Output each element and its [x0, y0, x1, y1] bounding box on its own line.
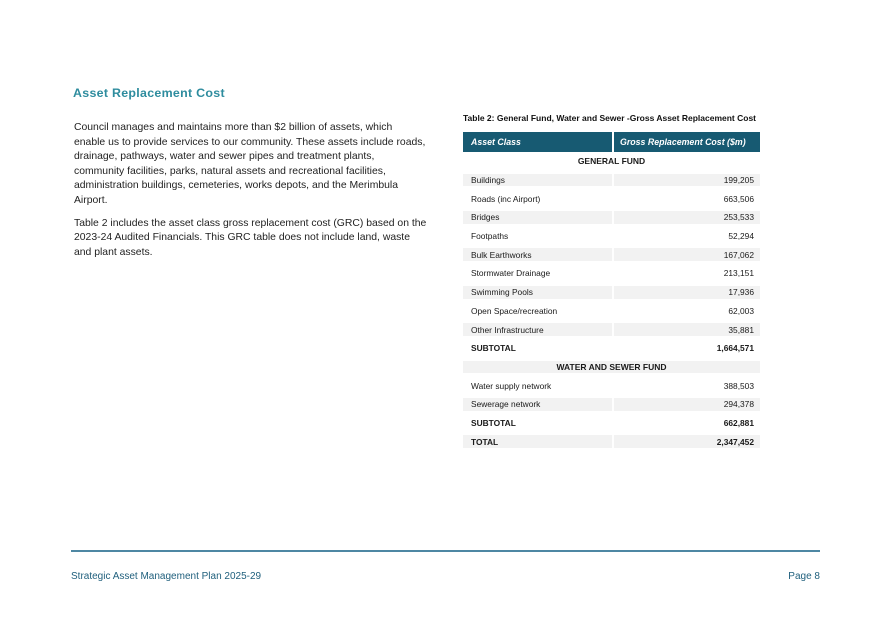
value-cell: 2,347,452	[612, 435, 760, 448]
paragraph	[74, 121, 436, 208]
text-line: enable us to provide services to our community. These assets include roads,	[74, 136, 426, 148]
column-header-grc: Gross Replacement Cost ($m)	[612, 132, 760, 153]
asset-class-cell: Roads (inc Airport)	[471, 193, 541, 204]
value-cell: 167,062	[612, 248, 760, 261]
asset-class-cell: Water supply network	[471, 380, 552, 391]
page-number: Page 8	[788, 571, 820, 582]
text-line: drainage, pathways, water and sewer pipes and treatment plants,	[74, 151, 375, 163]
page-title: Asset Replacement Cost	[73, 86, 225, 100]
asset-class-cell: Other Infrastructure	[471, 324, 544, 335]
footer-divider	[71, 550, 820, 552]
table-header-row	[463, 132, 760, 153]
paragraph	[74, 217, 436, 261]
text-line: and plant assets.	[74, 246, 153, 258]
asset-class-cell: Bridges	[471, 212, 500, 223]
asset-class-cell: Stormwater Drainage	[471, 268, 551, 279]
table-row	[463, 245, 760, 264]
value-cell: 62,003	[612, 305, 760, 318]
asset-class-cell: Footpaths	[471, 231, 509, 242]
text-line: Airport.	[74, 194, 108, 206]
value-cell: 253,533	[612, 211, 760, 224]
subtotal-row	[463, 414, 760, 433]
value-cell: 663,506	[612, 192, 760, 205]
asset-class-cell: Buildings	[471, 175, 505, 186]
footer-doc-title: Strategic Asset Management Plan 2025-29	[71, 571, 262, 582]
table-row	[463, 171, 760, 190]
text-line: Table 2 includes the asset class gross replacement cost (GRC) based on the	[74, 217, 427, 229]
asset-class-cell: Bulk Earthworks	[471, 249, 532, 260]
text-line: 2023-24 Audited Financials. This GRC table does not include land, waste	[74, 232, 410, 244]
table-row	[463, 208, 760, 227]
table-row	[463, 264, 760, 283]
column-header-asset-class: Asset Class	[471, 136, 521, 147]
value-cell: 199,205	[612, 174, 760, 187]
value-cell: 213,151	[612, 267, 760, 280]
asset-class-cell: Sewerage network	[471, 399, 541, 410]
table-row	[463, 189, 760, 208]
subtotal-row	[463, 339, 760, 358]
value-cell: 388,503	[612, 379, 760, 392]
text-line: community facilities, parks, natural assets and recreational facilities,	[74, 165, 386, 177]
total-row	[463, 432, 760, 451]
value-cell: 662,881	[612, 417, 760, 430]
value-cell: 52,294	[612, 230, 760, 243]
page-footer	[71, 571, 820, 582]
table-row	[463, 320, 760, 339]
grc-table	[463, 132, 760, 452]
table-row	[463, 227, 760, 246]
table-row	[463, 283, 760, 302]
section-title: WATER AND SEWER FUND	[556, 361, 667, 372]
asset-class-cell: TOTAL	[471, 436, 499, 447]
value-cell: 1,664,571	[612, 342, 760, 355]
asset-class-cell: SUBTOTAL	[471, 343, 516, 354]
table-row	[463, 302, 760, 321]
value-cell: 35,881	[612, 323, 760, 336]
section-title: GENERAL FUND	[577, 156, 646, 167]
table-caption: Table 2: General Fund, Water and Sewer -Gross Asset Replacement Cost	[463, 113, 757, 123]
body-text	[74, 121, 436, 269]
asset-class-cell: Open Space/recreation	[471, 305, 558, 316]
section-row	[463, 358, 760, 377]
table-body	[463, 152, 760, 451]
section-row	[463, 152, 760, 171]
asset-class-cell: Swimming Pools	[471, 287, 533, 298]
text-line: Council manages and maintains more than $2 billion of assets, which	[74, 122, 393, 133]
asset-class-cell: SUBTOTAL	[471, 417, 516, 428]
value-cell: 17,936	[612, 286, 760, 299]
text-line: administration buildings, cemeteries, works depots, and the Merimbula	[74, 180, 398, 192]
table-row	[463, 376, 760, 395]
value-cell: 294,378	[612, 398, 760, 411]
table-row	[463, 395, 760, 414]
